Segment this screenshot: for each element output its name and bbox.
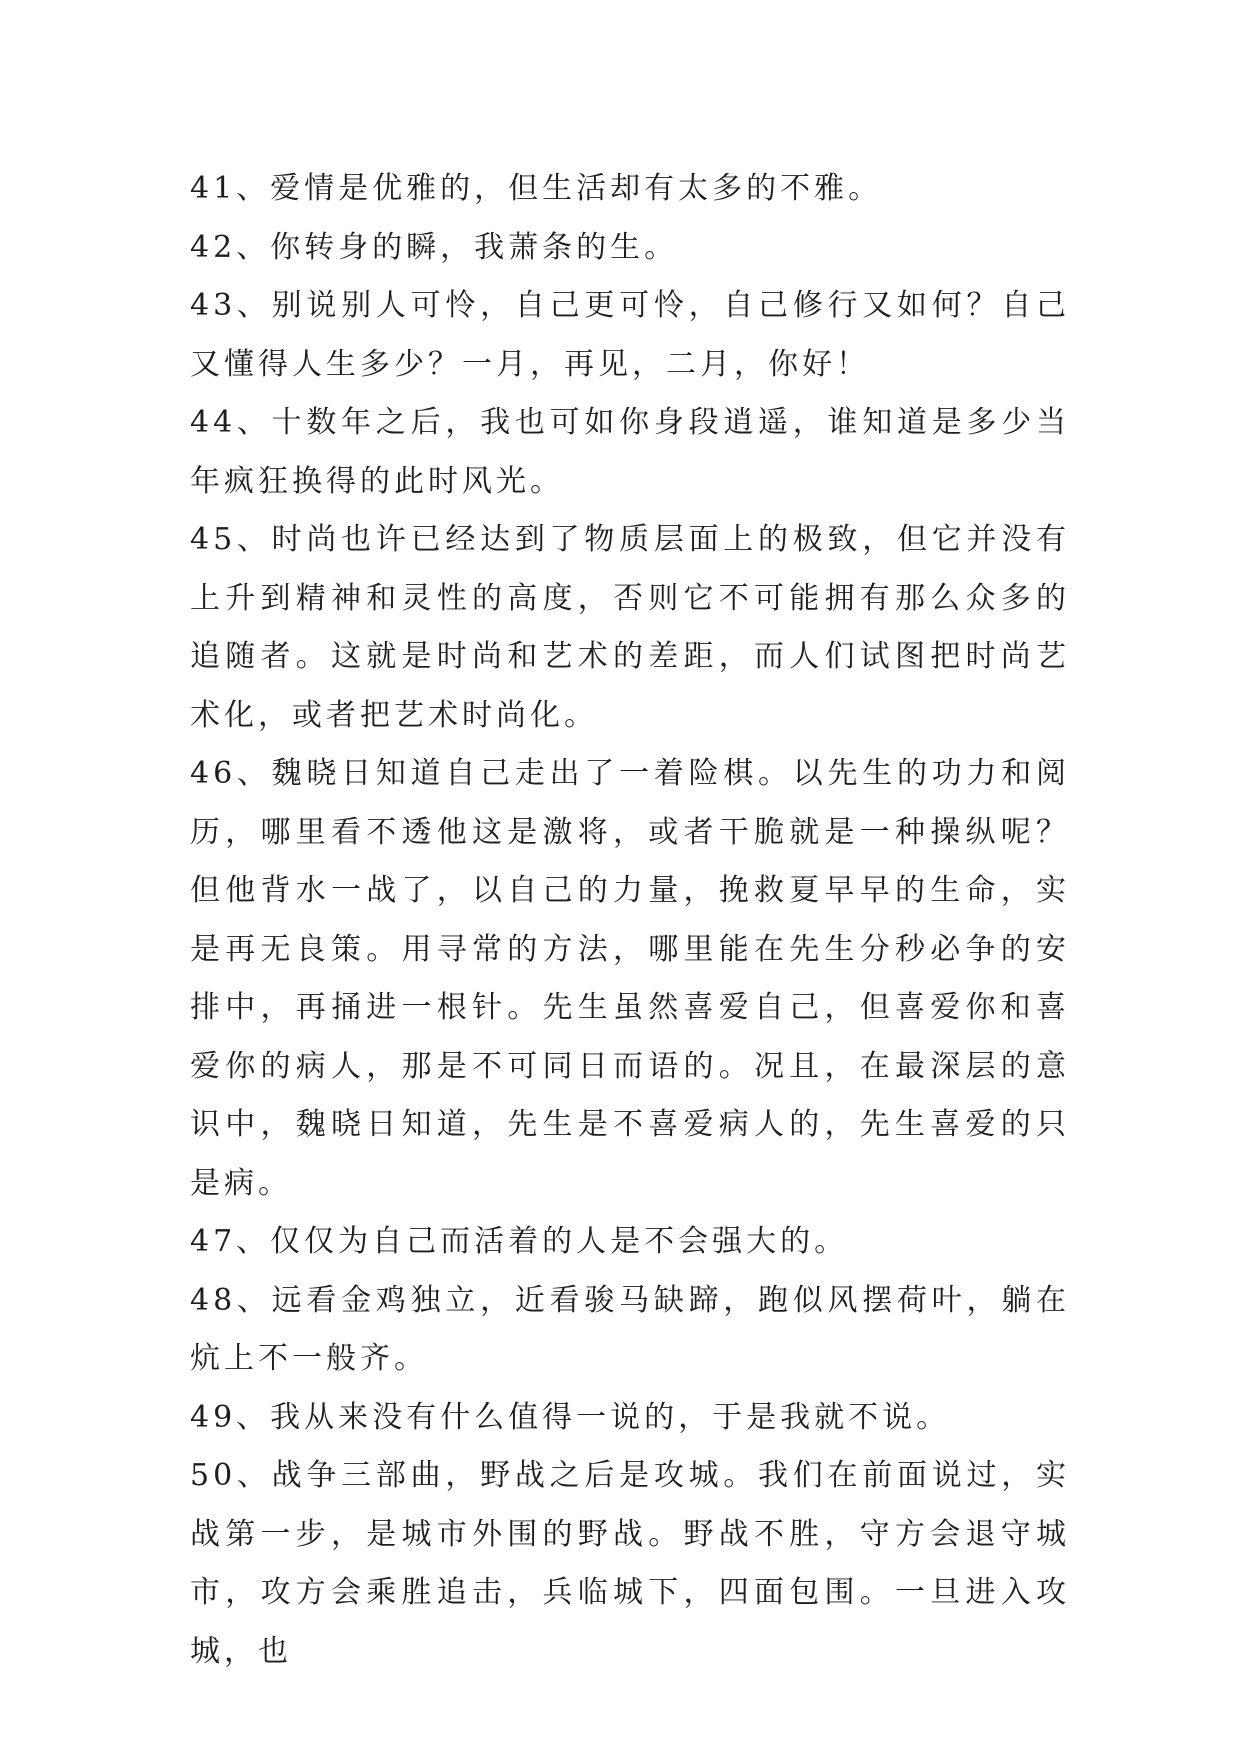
quote-paragraph-49: 49、我从来没有什么值得一说的，于是我就不说。 <box>190 1399 951 1435</box>
quote-paragraph-41: 41、爱情是优雅的，但生活却有太多的不雅。 <box>190 171 883 206</box>
quote-paragraph-43: 43、别说别人可怜，自己更可怜，自己修行又如何？自己又懂得人生多少？一月，再见，二月，你好！ <box>190 288 1070 382</box>
quote-paragraph-48: 48、远看金鸡独立，近看骏马缺蹄，跑似风摆荷叶，躺在炕上不一般齐。 <box>190 1282 1070 1376</box>
quote-paragraph-45: 45、时尚也许已经达到了物质层面上的极致，但它并没有上升到精神和灵性的高度，否则它不可能拥有那么众多的追随者。这就是时尚和艺术的差距，而人们试图把时尚艺术化，或者把艺术时尚化。 <box>190 522 1070 733</box>
quote-paragraph-46: 46、魏晓日知道自己走出了一着险棋。以先生的功力和阅历，哪里看不透他这是激将，或者干脆就是一种操纵呢？但他背水一战了，以自己的力量，挽救夏早早的生命，实是再无良策。用寻常的方法，哪里能在先生分秒必争的安排中，再捅进一根针。先生虽然喜爱自己，但喜爱你和喜爱你的病人，那是不可同日而语的。况且，在最深层的意识中，魏晓日知道，先生是不喜爱病人的，先生喜爱的只是病。 <box>190 756 1070 1201</box>
quote-paragraph-42: 42、你转身的瞬，我萧条的生。 <box>190 229 679 265</box>
quote-paragraph-50: 50、战争三部曲，野战之后是攻城。我们在前面说过，实战第一步，是城市外围的野战。野战不胜，守方会退守城市，攻方会乘胜追击，兵临城下，四面包围。一旦进入攻城，也 <box>190 1458 1070 1669</box>
quote-paragraph-44: 44、十数年之后，我也可如你身段逍遥，谁知道是多少当年疯狂换得的此时风光。 <box>190 405 1070 499</box>
document-body <box>190 160 1070 1681</box>
quote-paragraph-47: 47、仅仅为自己而活着的人是不会强大的。 <box>190 1224 849 1259</box>
